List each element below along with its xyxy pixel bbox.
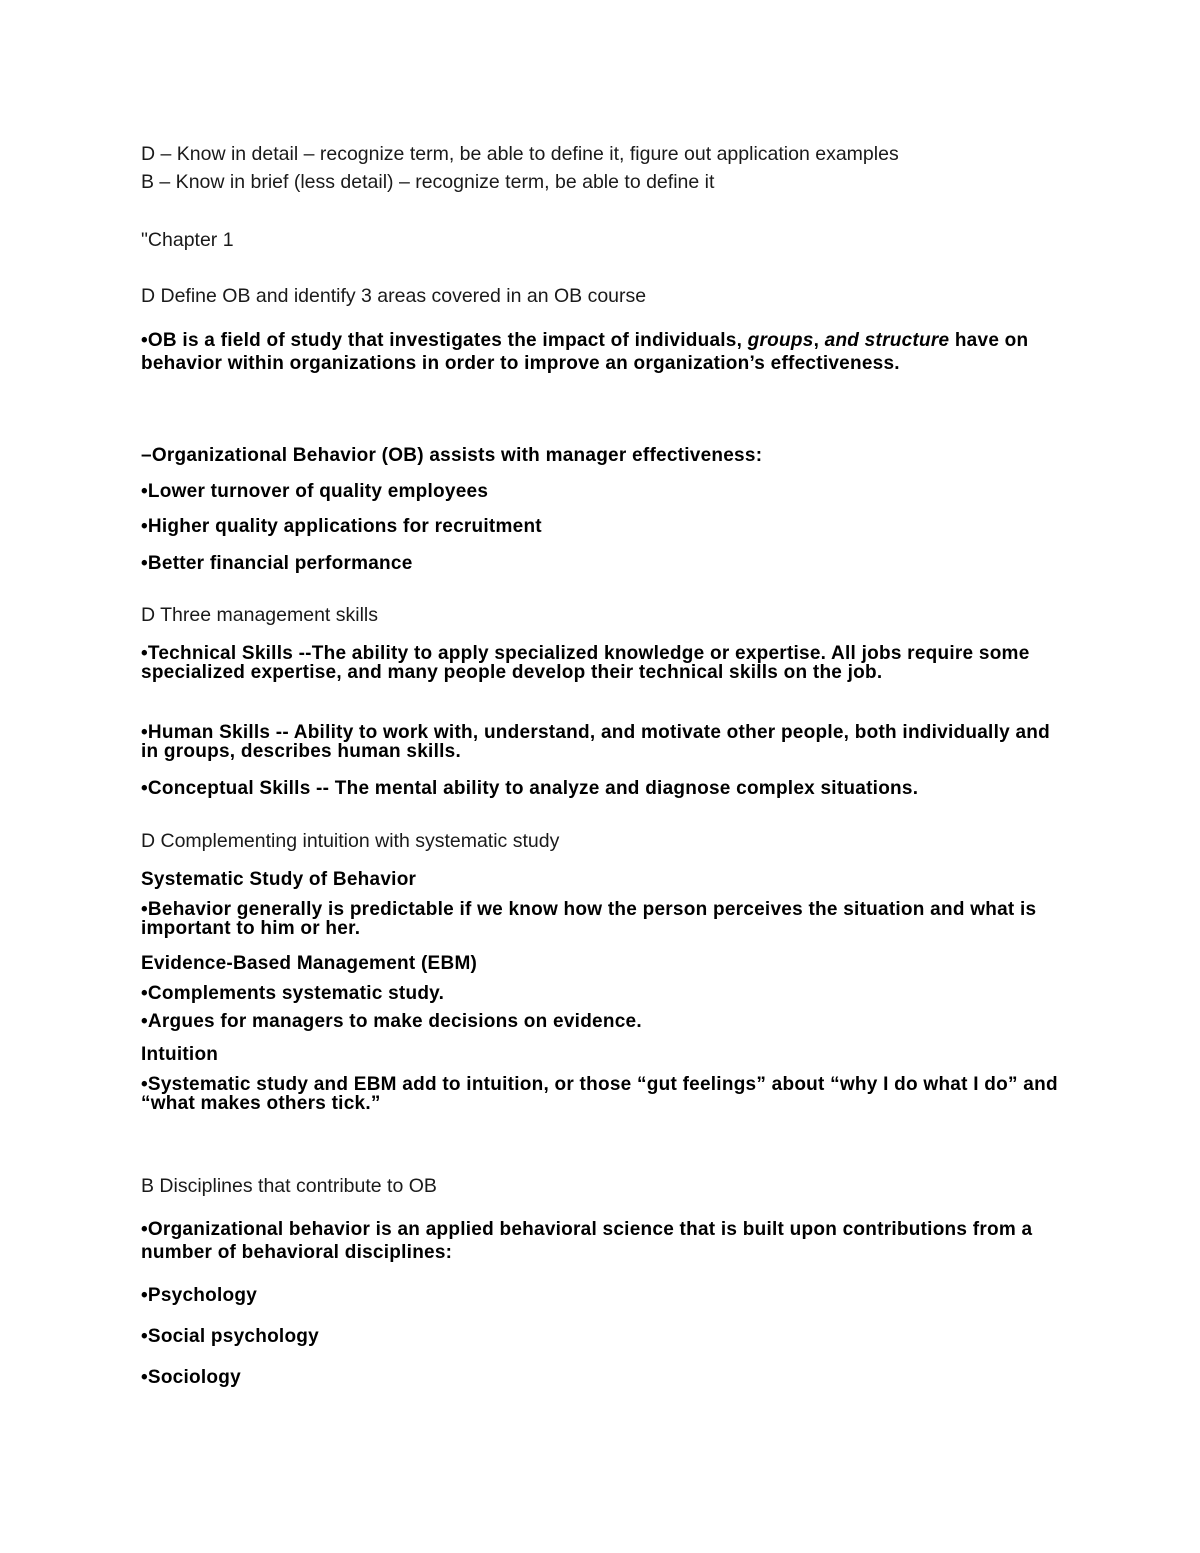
conceptual-skills-text: •Conceptual Skills -- The mental ability to analyze and diagnose complex situations. (141, 778, 919, 799)
list-item: •Sociology (141, 1367, 241, 1388)
section-heading-management-skills: D Three management skills (141, 604, 378, 626)
section-heading-intuition: D Complementing intuition with systematic study (141, 830, 560, 852)
ebm-title: Evidence-Based Management (EBM) (141, 953, 478, 974)
list-item: •Psychology (141, 1285, 258, 1306)
section-heading-define-ob: D Define OB and identify 3 areas covered in an OB course (141, 285, 647, 307)
chapter-title: "Chapter 1 (141, 229, 234, 251)
list-item: •Argues for managers to make decisions on evidence. (141, 1011, 642, 1032)
ob-definition-groups: groups (747, 330, 814, 351)
ob-definition (141, 329, 1071, 375)
ob-definition-text-1: •OB is a field of study that investigates the impact of individuals, (141, 330, 748, 351)
intuition-title: Intuition (141, 1044, 219, 1065)
disciplines-intro: •Organizational behavior is an applied behavioral science that is built upon contributions from a number of behavioral disciplines: (141, 1219, 1033, 1263)
human-skills-text: •Human Skills -- Ability to work with, understand, and motivate other people, both individually and in groups, describes human skills. (141, 722, 1050, 762)
ob-definition-text-2: have on behavior within organizations in order to improve an organization’s effectiveness. (141, 330, 1029, 374)
legend-brief-line: B – Know in brief (less detail) – recognize term, be able to define it (141, 171, 715, 193)
list-item: •Higher quality applications for recruitment (141, 516, 542, 537)
legend-detail-line: D – Know in detail – recognize term, be able to define it, figure out application examples (141, 143, 899, 165)
section-heading-disciplines: B Disciplines that contribute to OB (141, 1175, 437, 1197)
list-item: •Complements systematic study. (141, 983, 445, 1004)
ob-assists-line: –Organizational Behavior (OB) assists with manager effectiveness: (141, 445, 763, 466)
intuition-text: •Systematic study and EBM add to intuition, or those “gut feelings” about “why I do what I do” and “what makes others tick.” (141, 1074, 1058, 1114)
systematic-study-text: •Behavior generally is predictable if we know how the person perceives the situation and what is important to him or her. (141, 899, 1037, 939)
technical-skills-text: •Technical Skills --The ability to apply specialized knowledge or expertise. All jobs require some specialized expertise, and many people develop their technical skills on the job. (141, 643, 1030, 683)
list-item: •Lower turnover of quality employees (141, 481, 489, 502)
ob-definition-comma: , (813, 330, 825, 351)
list-item: •Better financial performance (141, 553, 413, 574)
ob-definition-structure: and structure (824, 330, 950, 351)
list-item: •Social psychology (141, 1326, 319, 1347)
systematic-study-title: Systematic Study of Behavior (141, 869, 417, 890)
